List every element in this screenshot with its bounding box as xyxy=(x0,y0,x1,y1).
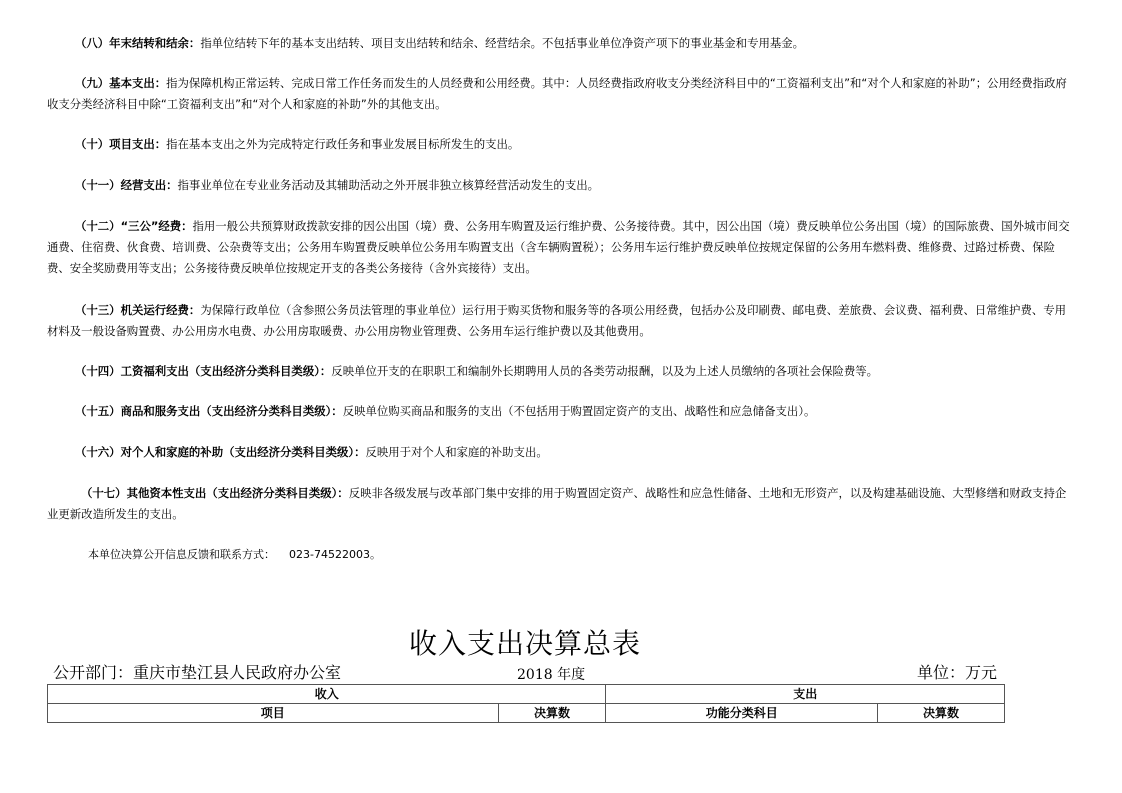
definition-text: 反映用于对个人和家庭的补助支出。 xyxy=(365,445,548,459)
definition-term: （八）年末结转和结余： xyxy=(75,36,201,50)
report-year: 2018 年度 xyxy=(517,667,586,683)
column-function-category: 功能分类科目 xyxy=(606,704,878,723)
table-header-row-columns xyxy=(48,704,1005,723)
expense-header: 支出 xyxy=(606,685,1005,704)
definition-text: 指单位结转下年的基本支出结转、项目支出结转和结余、经营结余。不包括事业单位净资产项下的事业基金和专用基金。 xyxy=(200,36,805,50)
definition-paragraph-14 xyxy=(47,361,1071,382)
definition-term: （九）基本支出： xyxy=(75,76,167,90)
definition-text: 反映非各级发展与改革部门集中安排的用于购置固定资产、战略性和应急性储备、土地和无形资产，以及构建基础设施、大型修缮和财政支持企业更新改造所发生的支出。 xyxy=(47,486,1067,521)
definition-term: （十三）机关运行经费： xyxy=(75,303,201,317)
definition-text: 指用一般公共预算财政拨款安排的因公出国（境）费、公务用车购置及运行维护费、公务接待费。其中，因公出国（境）费反映单位公务出国（境）的国际旅费、国外城市间交通费、住宿费、伙食费、培训费、公杂费等支出；公务用车购置费反映单位公务用车购置支出（含车辆购置税）；公务用车运行维护费反映单位按规定保留的公务用车燃料费、维修费、过路过桥费、保险费、安全奖励费用等支出；公务接待费反映单位按规定开支的各类公务接待（含外宾接待）支出。 xyxy=(47,219,1070,275)
definition-paragraph-12 xyxy=(47,216,1071,279)
income-header: 收入 xyxy=(48,685,606,704)
definition-paragraph-15 xyxy=(47,401,1071,422)
column-item: 项目 xyxy=(48,704,499,723)
definition-term: （十六）对个人和家庭的补助（支出经济分类科目类级）： xyxy=(75,445,366,459)
report-unit: 单位：万元 xyxy=(917,663,998,682)
table-header-row-group xyxy=(48,685,1005,704)
report-department: 公开部门：重庆市垫江县人民政府办公室 xyxy=(53,663,342,682)
definition-paragraph-8 xyxy=(47,33,1071,54)
definition-paragraph-17 xyxy=(47,483,1071,525)
definition-text: 指事业单位在专业业务活动及其辅助活动之外开展非独立核算经营活动发生的支出。 xyxy=(177,178,599,192)
column-amount-expense: 决算数 xyxy=(878,704,1005,723)
feedback-label: 本单位决算公开信息反馈和联系方式： xyxy=(88,548,275,561)
definition-paragraph-13 xyxy=(47,300,1071,342)
definition-term: （十二）“三公”经费： xyxy=(75,219,193,233)
definition-term: （十五）商品和服务支出（支出经济分类科目类级）： xyxy=(75,404,343,418)
definition-term: （十七）其他资本性支出（支出经济分类科目类级）： xyxy=(81,486,349,500)
definition-text: 反映单位开支的在职职工和编制外长期聘用人员的各类劳动报酬，以及为上述人员缴纳的各项社会保险费等。 xyxy=(331,364,879,378)
definition-paragraph-11 xyxy=(47,175,1071,196)
definition-term: （十）项目支出： xyxy=(75,137,167,151)
definition-paragraph-16 xyxy=(47,442,1071,463)
summary-table xyxy=(47,684,1005,723)
definition-text: 指为保障机构正常运转、完成日常工作任务而发生的人员经费和公用经费。其中：人员经费指政府收支分类经济科目中的“工资福利支出”和“对个人和家庭的补助”；公用经费指政府收支分类经济科目中除“工资福利支出”和“对个人和家庭的补助”外的其他支出。 xyxy=(47,76,1067,111)
definition-term: （十一）经营支出： xyxy=(75,178,178,192)
definition-text: 为保障行政单位（含参照公务员法管理的事业单位）运行用于购买货物和服务等的各项公用经费，包括办公及印刷费、邮电费、差旅费、会议费、福利费、日常维护费、专用材料及一般设备购置费、办公用房水电费、办公用房取暖费、办公用房物业管理费、公务用车运行维护费以及其他费用。 xyxy=(47,303,1067,338)
feedback-contact xyxy=(88,544,381,565)
column-amount-income: 决算数 xyxy=(498,704,606,723)
feedback-phone: 023-74522003。 xyxy=(289,548,381,561)
definition-text: 反映单位购买商品和服务的支出（不包括用于购置固定资产的支出、战略性和应急储备支出）。 xyxy=(342,404,816,418)
definition-term: （十四）工资福利支出（支出经济分类科目类级）： xyxy=(75,364,332,378)
report-title: 收入支出决算总表 xyxy=(408,627,641,660)
definition-text: 指在基本支出之外为完成特定行政任务和事业发展目标所发生的支出。 xyxy=(166,137,520,151)
definition-paragraph-9 xyxy=(47,73,1071,115)
definition-paragraph-10 xyxy=(47,134,1071,155)
